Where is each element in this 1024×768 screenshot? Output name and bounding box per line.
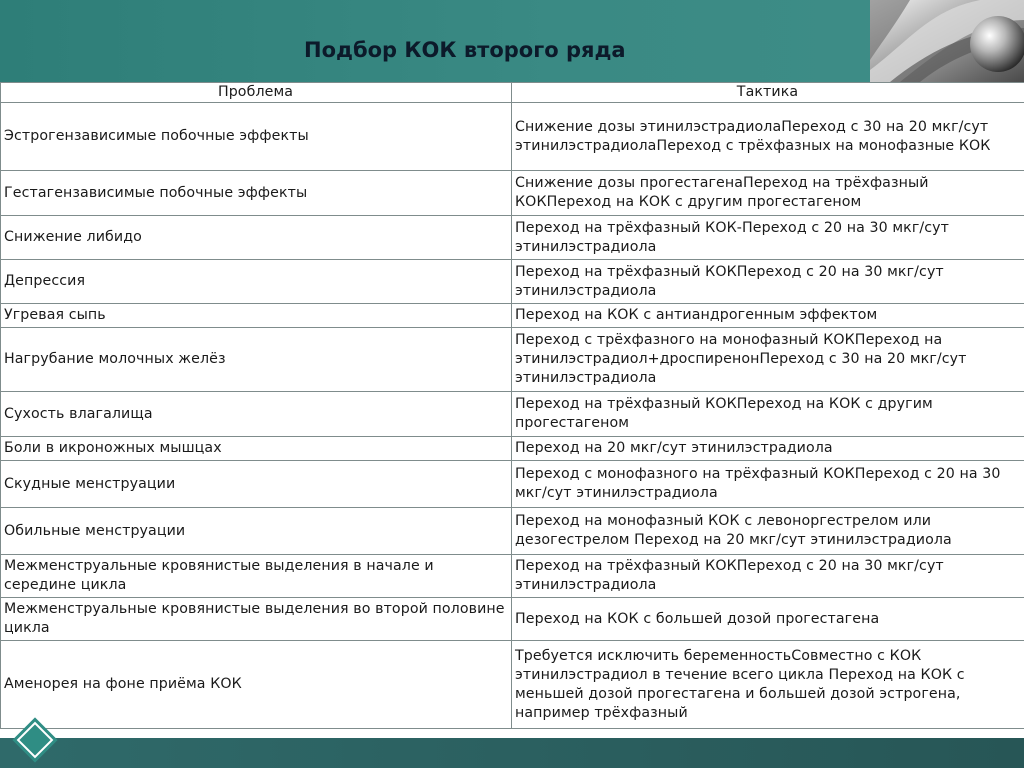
tactic-cell: Переход на трёхфазный КОКПереход с 20 на 30 мкг/сут этинилэстрадиола <box>512 555 1024 598</box>
table-row <box>1 508 1024 555</box>
footer-band <box>0 738 1024 768</box>
tactics-table <box>0 82 1024 729</box>
table-row <box>1 260 1024 304</box>
tactic-cell: Переход на КОК с антиандрогенным эффектом <box>512 304 1024 328</box>
table-row <box>1 171 1024 216</box>
table-row <box>1 598 1024 641</box>
table-row <box>1 216 1024 260</box>
column-header-tactic: Тактика <box>512 83 1024 103</box>
column-header-problem: Проблема <box>1 83 512 103</box>
tactic-cell: Снижение дозы прогестагенаПереход на трёхфазный КОКПереход на КОК с другим прогестагеном <box>512 171 1024 216</box>
tactic-cell: Переход на монофазный КОК с левоноргестрелом или дезогестрелом Переход на 20 мкг/сут этинилэстрадиола <box>512 508 1024 555</box>
table-row <box>1 641 1024 729</box>
problem-cell: Эстрогензависимые побочные эффекты <box>1 103 512 171</box>
tactic-cell: Переход на трёхфазный КОКПереход на КОК с другим прогестагеном <box>512 392 1024 437</box>
problem-cell: Межменструальные кровянистые выделения в начале и середине цикла <box>1 555 512 598</box>
problem-cell: Гестагензависимые побочные эффекты <box>1 171 512 216</box>
problem-cell: Нагрубание молочных желёз <box>1 328 512 392</box>
problem-cell: Боли в икроножных мышцах <box>1 437 512 461</box>
tactic-cell: Переход с монофазного на трёхфазный КОКПереход с 20 на 30 мкг/сут этинилэстрадиола <box>512 461 1024 508</box>
tactic-cell: Переход с трёхфазного на монофазный КОКПереход на этинилэстрадиол+дроспиренонПереход с 30 на 20 мкг/сут этинилэстрадиола <box>512 328 1024 392</box>
problem-cell: Снижение либидо <box>1 216 512 260</box>
tactic-cell: Переход на КОК с большей дозой прогестагена <box>512 598 1024 641</box>
table-row <box>1 555 1024 598</box>
table-row <box>1 461 1024 508</box>
corner-decoration-graphic <box>870 0 1024 82</box>
tactic-cell: Переход на трёхфазный КОКПереход с 20 на 30 мкг/сут этинилэстрадиола <box>512 260 1024 304</box>
tactic-cell: Снижение дозы этинилэстрадиолаПереход с 30 на 20 мкг/сут этинилэстрадиолаПереход с трёхфазных на монофазные КОК <box>512 103 1024 171</box>
tactic-cell: Переход на трёхфазный КОК-Переход с 20 на 30 мкг/сут этинилэстрадиола <box>512 216 1024 260</box>
problem-cell: Сухость влагалища <box>1 392 512 437</box>
problem-cell: Депрессия <box>1 260 512 304</box>
table-row <box>1 328 1024 392</box>
problem-cell: Межменструальные кровянистые выделения во второй половине цикла <box>1 598 512 641</box>
table-row <box>1 392 1024 437</box>
problem-cell: Угревая сыпь <box>1 304 512 328</box>
table-row <box>1 103 1024 171</box>
tactic-cell: Переход на 20 мкг/сут этинилэстрадиола <box>512 437 1024 461</box>
table-header-row <box>1 83 1024 103</box>
problem-cell: Аменорея на фоне приёма КОК <box>1 641 512 729</box>
problem-cell: Скудные менструации <box>1 461 512 508</box>
problem-cell: Обильные менструации <box>1 508 512 555</box>
tactic-cell: Требуется исключить беременностьСовместно с КОК этинилэстрадиол в течение всего цикла Переход на КОК с меньшей дозой прогестагена и большей дозой эстрогена, например трёхфазный <box>512 641 1024 729</box>
page-title: Подбор КОК второго ряда <box>304 38 626 62</box>
table-row <box>1 304 1024 328</box>
table-row <box>1 437 1024 461</box>
